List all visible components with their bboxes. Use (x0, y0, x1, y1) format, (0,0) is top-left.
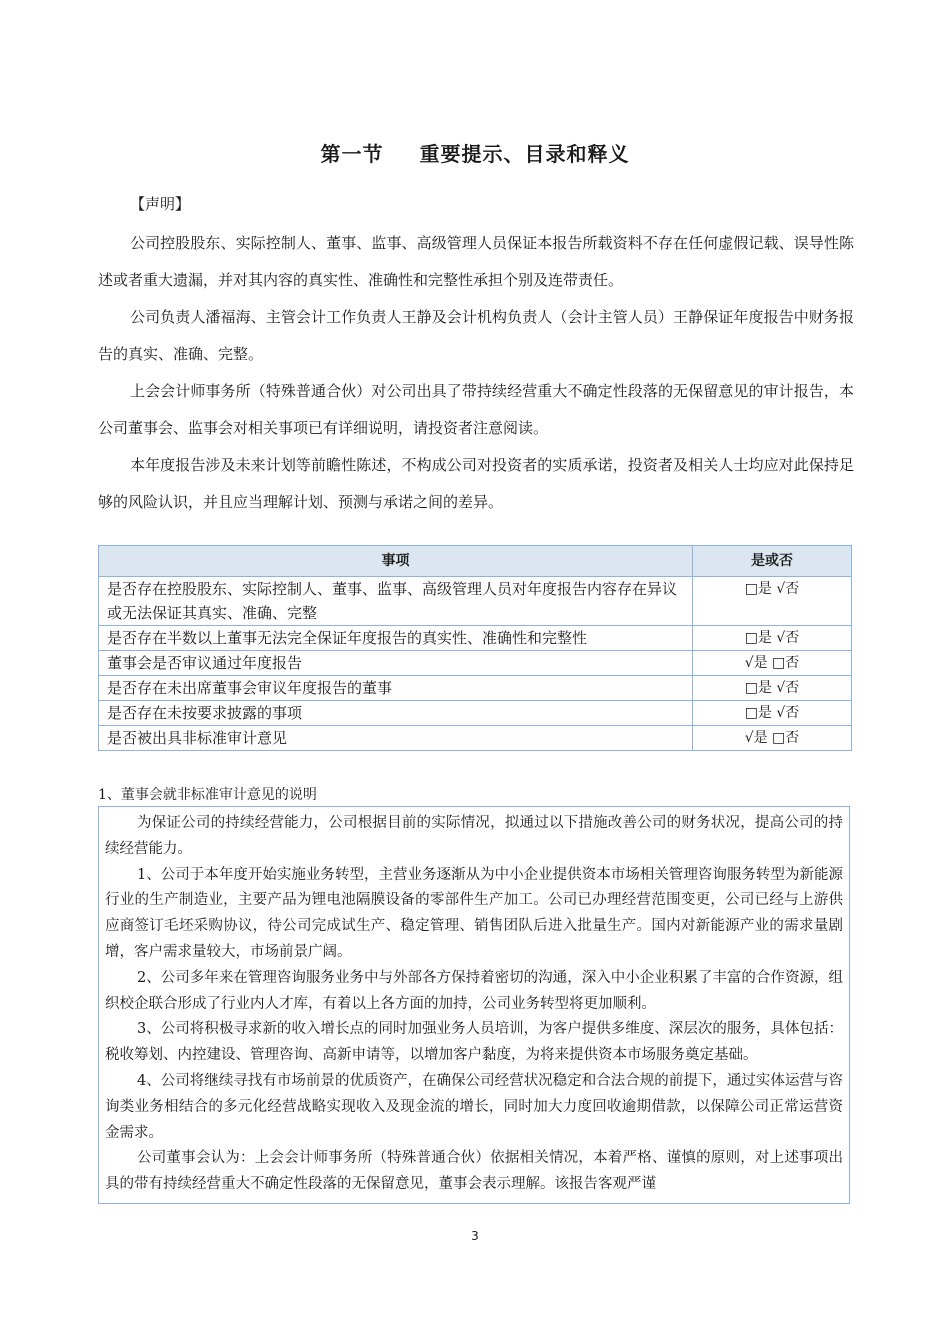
statement-heading: 【声明】 (130, 195, 191, 213)
table-row (99, 651, 852, 676)
row-item: 是否存在控股股东、实际控制人、董事、监事、高级管理人员对年度报告内容存在异议或无法保证其真实、准确、完整 (99, 577, 693, 626)
table-row (99, 626, 852, 651)
audit-paragraph: 公司董事会认为：上会会计师事务所（特殊普通合伙）依据相关情况，本着严格、谨慎的原则，对上述事项出具的带有持续经营重大不确定性段落的无保留意见，董事会表示理解。该报告客观严谨 (105, 1150, 843, 1193)
audit-section-heading: 1、董事会就非标准审计意见的说明 (98, 787, 317, 803)
items-table (98, 545, 852, 751)
row-item: 是否被出具非标准审计意见 (99, 726, 693, 751)
table-row (99, 726, 852, 751)
section-name: 重要提示、目录和释义 (419, 142, 630, 166)
audit-paragraph: 为保证公司的持续经营能力，公司根据目前的实际情况，拟通过以下措施改善公司的财务状况，提高公司的持续经营能力。 (105, 815, 843, 857)
audit-paragraph: 4、公司将继续寻找有市场前景的优质资产，在确保公司经营状况稳定和合法合规的前提下，通过实体运营与咨询类业务相结合的多元化经营战略实现收入及现金流的增长，同时加大力度回收逾期借款，以保障公司正常运营资金需求。 (105, 1072, 843, 1141)
row-answer: □是 √否 (693, 577, 852, 626)
row-answer: □是 √否 (693, 626, 852, 651)
paragraph-auditor: 上会会计师事务所（特殊普通合伙）对公司出具了带持续经营重大不确定性段落的无保留意见的审计报告，本公司董事会、监事会对相关事项已有详细说明，请投资者注意阅读。 (98, 382, 854, 437)
page-title (0, 138, 950, 167)
header-yes-no: 是或否 (693, 546, 852, 577)
table-row (99, 676, 852, 701)
table-row (99, 701, 852, 726)
row-item: 董事会是否审议通过年度报告 (99, 651, 693, 676)
table-row (99, 577, 852, 626)
header-item: 事项 (99, 546, 693, 577)
audit-paragraph: 3、公司将积极寻求新的收入增长点的同时加强业务人员培训，为客户提供多维度、深层次的服务，具体包括：税收筹划、内控建设、管理咨询、高新申请等，以增加客户黏度，为将来提供资本市场服务奠定基础。 (105, 1021, 843, 1064)
row-answer: □是 √否 (693, 701, 852, 726)
row-item: 是否存在未出席董事会审议年度报告的董事 (99, 676, 693, 701)
paragraph-forward-looking: 本年度报告涉及未来计划等前瞻性陈述，不构成公司对投资者的实质承诺，投资者及相关人士均应对此保持足够的风险认识，并且应当理解计划、预测与承诺之间的差异。 (98, 456, 854, 511)
row-item: 是否存在半数以上董事无法完全保证年度报告的真实性、准确性和完整性 (99, 626, 693, 651)
audit-paragraph: 2、公司多年来在管理咨询服务业务中与外部各方保持着密切的沟通，深入中小企业积累了丰富的合作资源，组织校企联合形成了行业内人才库，有着以上各方面的加持，公司业务转型将更加顺利。 (105, 969, 843, 1012)
audit-explanation-box (98, 806, 850, 1204)
table-header-row (99, 546, 852, 577)
page-number: 3 (471, 1229, 479, 1243)
paragraph-responsible: 公司负责人潘福海、主管会计工作负责人王静及会计机构负责人（会计主管人员）王静保证年度报告中财务报告的真实、准确、完整。 (98, 308, 854, 363)
paragraph-declaration: 公司控股股东、实际控制人、董事、监事、高级管理人员保证本报告所载资料不存在任何虚假记载、误导性陈述或者重大遗漏，并对其内容的真实性、准确性和完整性承担个别及连带责任。 (98, 234, 854, 289)
row-answer: √是 □否 (693, 651, 852, 676)
section-number: 第一节 (320, 142, 384, 166)
row-answer: □是 √否 (693, 676, 852, 701)
row-item: 是否存在未按要求披露的事项 (99, 701, 693, 726)
row-answer: √是 □否 (693, 726, 852, 751)
audit-paragraph: 1、公司于本年度开始实施业务转型，主营业务逐渐从为中小企业提供资本市场相关管理咨询服务转型为新能源行业的生产制造业，主要产品为锂电池隔膜设备的零部件生产加工。公司已办理经营范围变更，公司已经与上游供应商签订毛坯采购协议，待公司完成试生产、稳定管理、销售团队后进入批量生产。国内对新能源产业的需求量剧增，客户需求量较大，市场前景广阔。 (105, 866, 843, 960)
